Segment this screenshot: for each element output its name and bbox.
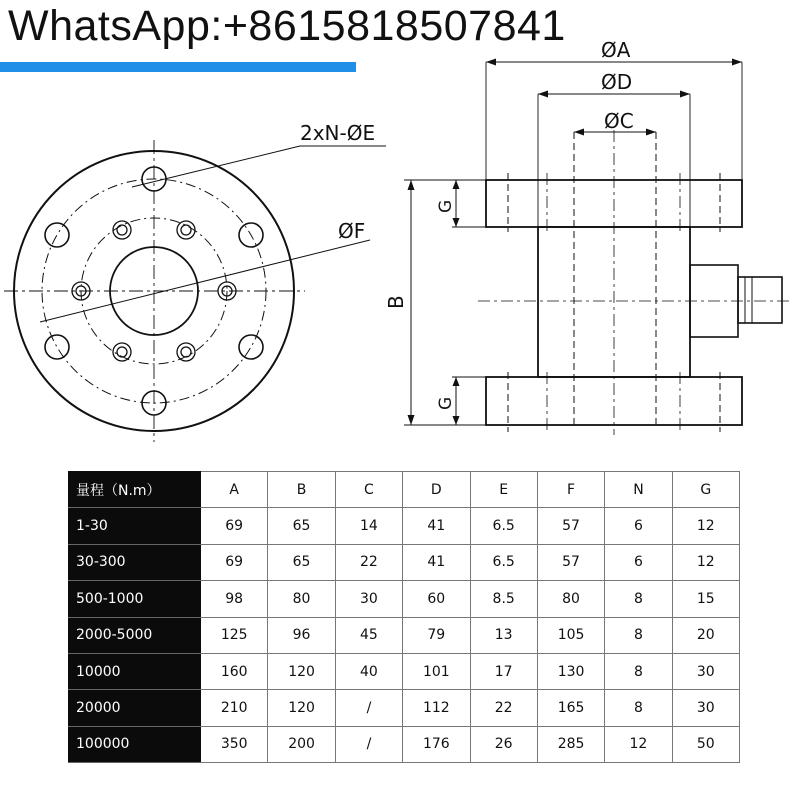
value-cell: 17	[470, 653, 537, 689]
value-cell: 80	[537, 581, 604, 617]
value-cell: 69	[201, 544, 268, 580]
value-cell: 69	[201, 508, 268, 544]
table-header-row	[69, 472, 740, 508]
value-cell: 65	[268, 544, 335, 580]
header-range: 量程（N.m）	[69, 472, 201, 508]
range-cell: 20000	[69, 690, 201, 726]
value-cell: 50	[672, 726, 739, 762]
value-cell: 8.5	[470, 581, 537, 617]
value-cell: 30	[672, 653, 739, 689]
value-cell: 79	[403, 617, 470, 653]
value-cell: 210	[201, 690, 268, 726]
value-cell: 40	[335, 653, 402, 689]
value-cell: 285	[537, 726, 604, 762]
label-flange-g-top: G	[436, 199, 456, 213]
value-cell: 12	[672, 544, 739, 580]
table-row	[69, 726, 740, 762]
label-bolt-holes: 2xN-ØE	[300, 121, 376, 145]
header-d: D	[403, 472, 470, 508]
value-cell: 12	[672, 508, 739, 544]
side-view	[404, 62, 790, 435]
value-cell: 57	[537, 544, 604, 580]
range-cell: 500-1000	[69, 581, 201, 617]
value-cell: 125	[201, 617, 268, 653]
spec-table	[68, 471, 740, 763]
table-row	[69, 508, 740, 544]
value-cell: 200	[268, 726, 335, 762]
label-height-b: B	[384, 295, 408, 309]
value-cell: 6.5	[470, 544, 537, 580]
value-cell: 112	[403, 690, 470, 726]
threaded-hole	[177, 343, 195, 361]
label-dia-a: ØA	[601, 38, 631, 62]
value-cell: 6	[605, 544, 672, 580]
label-dia-c: ØC	[604, 109, 634, 133]
value-cell: 165	[537, 690, 604, 726]
threaded-hole	[113, 343, 131, 361]
value-cell: 120	[268, 690, 335, 726]
header	[0, 0, 800, 80]
header-a: A	[201, 472, 268, 508]
value-cell: /	[335, 690, 402, 726]
threaded-hole	[113, 221, 131, 239]
range-cell: 100000	[69, 726, 201, 762]
value-cell: 13	[470, 617, 537, 653]
range-cell: 2000-5000	[69, 617, 201, 653]
bolt-hole	[45, 335, 69, 359]
value-cell: 130	[537, 653, 604, 689]
value-cell: 176	[403, 726, 470, 762]
header-n: N	[605, 472, 672, 508]
value-cell: 41	[403, 544, 470, 580]
value-cell: 350	[201, 726, 268, 762]
label-dia-d: ØD	[601, 70, 633, 94]
range-cell: 1-30	[69, 508, 201, 544]
value-cell: 8	[605, 653, 672, 689]
value-cell: 20	[672, 617, 739, 653]
table-row	[69, 653, 740, 689]
label-flange-g-bottom: G	[436, 396, 456, 410]
front-view	[4, 140, 386, 442]
header-b: B	[268, 472, 335, 508]
range-cell: 10000	[69, 653, 201, 689]
value-cell: 80	[268, 581, 335, 617]
threaded-hole	[177, 221, 195, 239]
value-cell: 105	[537, 617, 604, 653]
value-cell: 30	[335, 581, 402, 617]
header-g: G	[672, 472, 739, 508]
value-cell: 160	[201, 653, 268, 689]
whatsapp-contact: WhatsApp:+8615818507841	[8, 2, 566, 50]
value-cell: 12	[605, 726, 672, 762]
header-e: E	[470, 472, 537, 508]
value-cell: 15	[672, 581, 739, 617]
table-row	[69, 690, 740, 726]
range-cell: 30-300	[69, 544, 201, 580]
bolt-hole-leader	[132, 146, 300, 187]
header-c: C	[335, 472, 402, 508]
value-cell: 22	[470, 690, 537, 726]
table-row	[69, 544, 740, 580]
technical-drawing	[0, 38, 800, 470]
value-cell: 98	[201, 581, 268, 617]
pcd-leader	[40, 240, 370, 322]
value-cell: 26	[470, 726, 537, 762]
value-cell: 65	[268, 508, 335, 544]
value-cell: 30	[672, 690, 739, 726]
label-pcd: ØF	[338, 219, 366, 243]
value-cell: 22	[335, 544, 402, 580]
value-cell: 8	[605, 581, 672, 617]
bolt-hole	[45, 223, 69, 247]
value-cell: 8	[605, 690, 672, 726]
header-f: F	[537, 472, 604, 508]
value-cell: 101	[403, 653, 470, 689]
value-cell: 96	[268, 617, 335, 653]
table-row	[69, 581, 740, 617]
value-cell: 45	[335, 617, 402, 653]
table-row	[69, 617, 740, 653]
value-cell: 6	[605, 508, 672, 544]
value-cell: 120	[268, 653, 335, 689]
value-cell: 60	[403, 581, 470, 617]
value-cell: 14	[335, 508, 402, 544]
bolt-hole	[239, 335, 263, 359]
value-cell: /	[335, 726, 402, 762]
value-cell: 6.5	[470, 508, 537, 544]
value-cell: 57	[537, 508, 604, 544]
value-cell: 8	[605, 617, 672, 653]
value-cell: 41	[403, 508, 470, 544]
